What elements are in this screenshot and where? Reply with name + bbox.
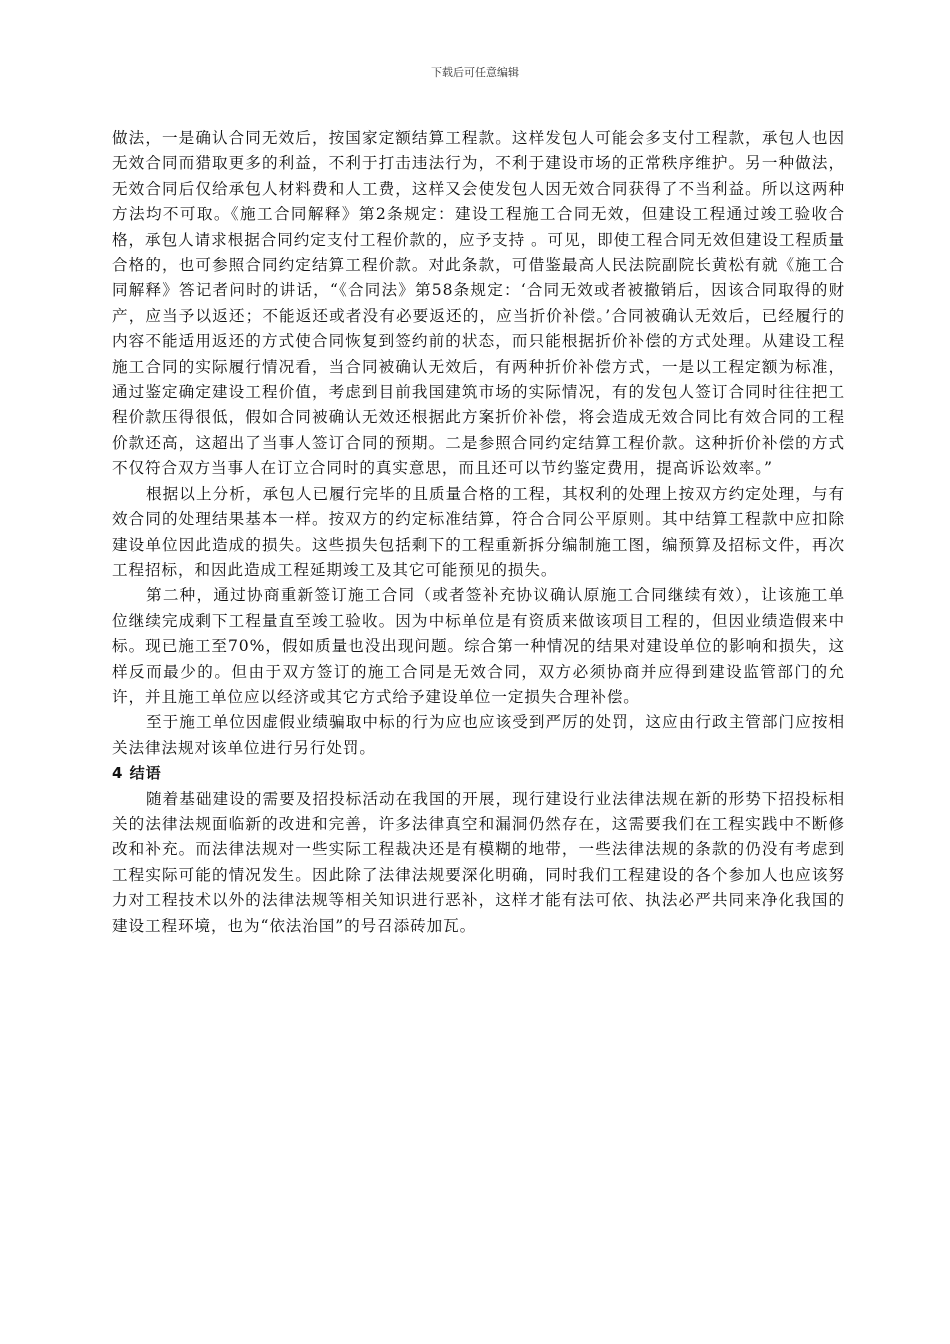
paragraph-analysis: 根据以上分析，承包人已履行完毕的且质量合格的工程，其权利的处理上按双方约定处理，与有效合同的处理结果基本一样。按双方的约定标准结算，符合合同公平原则。其中结算工程款中应扣除建设单位因此造成的损失。这些损失包括剩下的工程重新拆分编制施工图，编预算及招标文件，再次工程招标，和因此造成工程延期竣工及其它可能预见的损失。 [112,484,845,579]
paragraph-penalty: 至于施工单位因虚假业绩骗取中标的行为应也应该受到严厉的处罚，这应由行政主管部门应按相关法律法规对该单位进行另行处罚。 [112,713,845,757]
section-heading-conclusion: 4 结语 [112,764,162,783]
page-header-note: 下载后可任意编辑 [431,66,519,79]
paragraph-continued: 做法，一是确认合同无效后，按国家定额结算工程款。这样发包人可能会多支付工程款，承包人也因无效合同而猎取更多的利益，不利于打击违法行为，不利于建设市场的正常秩序维护。另一种做法，无效合同后仅给承包人材料费和人工费，这样又会使发包人因无效合同获得了不当利益。所以这两种方法均不可取。《施工合同解释》第2条规定：建设工程施工合同无效，但建设工程通过竣工验收合格，承包人请求根据合同约定支付工程价款的，应予支持 。可见，即使工程合同无效但建设工程质量合格的，也可参照合同约定结算工程价款。对此条款，可借鉴最高人民法院副院长黄松有就《施工合同解释》答记者问时的讲话，“《合同法》第58条规定：‘合同无效或者被撤销后，因该合同取得的财产，应当予以返还；不能返还或者没有必要返还的，应当折价补偿。’合同被确认无效后，已经履行的内容不能适用返还的方式使合同恢复到签约前的状态，而只能根据折价补偿的方式处理。从建设工程施工合同的实际履行情况看，当合同被确认无效后，有两种折价补偿方式，一是以工程定额为标准，通过鉴定确定建设工程价值，考虑到目前我国建筑市场的实际情况，有的发包人签订合同时往往把工程价款压得很低，假如合同被确认无效还根据此方案折价补偿，将会造成无效合同比有效合同的工程价款还高，这超出了当事人签订合同的预期。二是参照合同约定结算工程价款。这种折价补偿的方式不仅符合双方当事人在订立合同时的真实意思，而且还可以节约鉴定费用，提高诉讼效率。” [112,129,845,478]
paragraph-second-option: 第二种，通过协商重新签订施工合同（或者签补充协议确认原施工合同继续有效），让该施工单位继续完成剩下工程量直至竣工验收。因为中标单位是有资质来做该项目工程的，但因业绩造假来中标。现已施工至70%，假如质量也没出现问题。综合第一种情况的结果对建设单位的影响和损失，这样反而最少的。但由于双方签订的施工合同是无效合同，双方必须协商并应得到建设监管部门的允许，并且施工单位应以经济或其它方式给予建设单位一定损失合理补偿。 [112,586,845,706]
paragraph-conclusion: 随着基础建设的需要及招投标活动在我国的开展，现行建设行业法律法规在新的形势下招投标相关的法律法规面临新的改进和完善，许多法律真空和漏洞仍然存在，这需要我们在工程实践中不断修改和补充。而法律法规对一些实际工程裁决还是有模糊的地带，一些法律法规的条款的仍没有考虑到工程实际可能的情况发生。因此除了法律法规要深化明确，同时我们工程建设的各个参加人也应该努力对工程技术以外的法律法规等相关知识进行恶补，这样才能有法可依、执法必严共同来净化我国的建设工程环境，也为“依法治国”的号召添砖加瓦。 [112,789,845,935]
document-body [112,126,845,939]
